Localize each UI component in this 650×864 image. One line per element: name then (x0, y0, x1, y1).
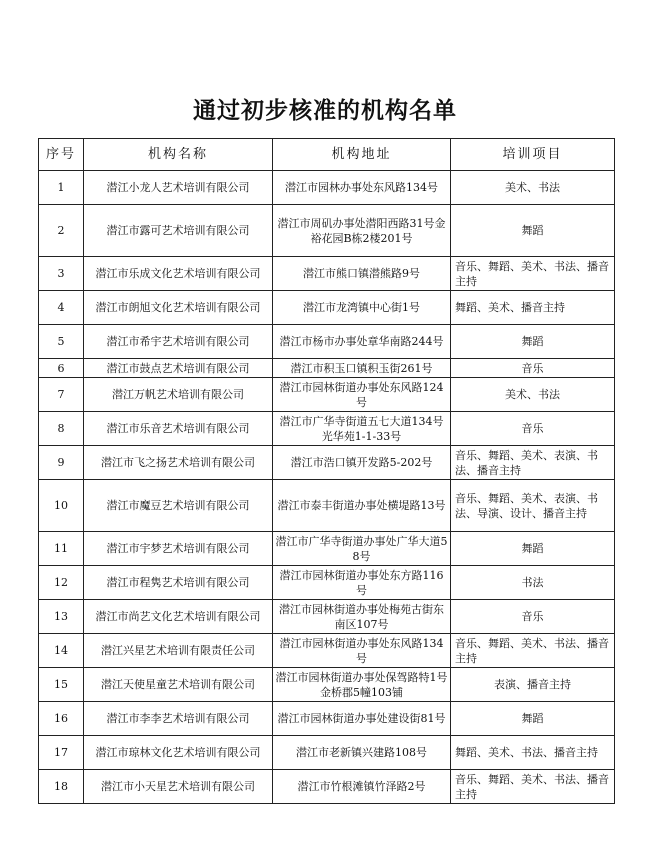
training-program: 音乐 (451, 412, 615, 446)
row-number: 11 (39, 532, 84, 566)
table-row (39, 480, 615, 532)
institution-address: 潜江市园林街道办事处保驾路特1号金桥郡5幢103铺 (273, 668, 451, 702)
training-program: 音乐 (451, 600, 615, 634)
training-program: 音乐、舞蹈、美术、表演、书法、播音主持 (451, 446, 615, 480)
training-program: 音乐、舞蹈、美术、书法、播音主持 (451, 634, 615, 668)
institution-address: 潜江市熊口镇潜熊路9号 (273, 257, 451, 291)
institution-name: 潜江市飞之扬艺术培训有限公司 (84, 446, 273, 480)
table-header-row (39, 139, 615, 171)
table-body (39, 171, 615, 804)
institution-name: 潜江市朗旭文化艺术培训有限公司 (84, 291, 273, 325)
table-row (39, 412, 615, 446)
institution-name: 潜江市李李艺术培训有限公司 (84, 702, 273, 736)
institution-address: 潜江市园林街道办事处建设街81号 (273, 702, 451, 736)
table-row (39, 770, 615, 804)
table-row (39, 171, 615, 205)
header-program: 培训项目 (451, 139, 615, 171)
header-no: 序号 (39, 139, 84, 171)
institution-address: 潜江市广华寺街道五七大道134号光华苑1-1-33号 (273, 412, 451, 446)
row-number: 14 (39, 634, 84, 668)
row-number: 5 (39, 325, 84, 359)
table-row (39, 257, 615, 291)
training-program: 美术、书法 (451, 378, 615, 412)
training-program: 舞蹈 (451, 702, 615, 736)
training-program: 音乐 (451, 359, 615, 378)
training-program: 舞蹈 (451, 205, 615, 257)
table-row (39, 668, 615, 702)
header-name: 机构名称 (84, 139, 273, 171)
table-row (39, 532, 615, 566)
institution-address: 潜江市周矶办事处潜阳西路31号金裕花园B栋2楼201号 (273, 205, 451, 257)
institution-name: 潜江市魔豆艺术培训有限公司 (84, 480, 273, 532)
institution-address: 潜江市杨市办事处章华南路244号 (273, 325, 451, 359)
row-number: 13 (39, 600, 84, 634)
institution-name: 潜江市希宇艺术培训有限公司 (84, 325, 273, 359)
institution-address: 潜江市园林街道办事处东方路116号 (273, 566, 451, 600)
institution-name: 潜江市乐音艺术培训有限公司 (84, 412, 273, 446)
table-row (39, 446, 615, 480)
row-number: 6 (39, 359, 84, 378)
institution-name: 潜江兴星艺术培训有限责任公司 (84, 634, 273, 668)
row-number: 18 (39, 770, 84, 804)
page-title: 通过初步核准的机构名单 (193, 97, 457, 124)
table-row (39, 634, 615, 668)
institution-name: 潜江市程隽艺术培训有限公司 (84, 566, 273, 600)
table-row (39, 566, 615, 600)
row-number: 9 (39, 446, 84, 480)
training-program: 舞蹈 (451, 325, 615, 359)
row-number: 17 (39, 736, 84, 770)
institution-name: 潜江市宇梦艺术培训有限公司 (84, 532, 273, 566)
institution-address: 潜江市龙湾镇中心街1号 (273, 291, 451, 325)
institution-name: 潜江市琼林文化艺术培训有限公司 (84, 736, 273, 770)
table-row (39, 325, 615, 359)
training-program: 舞蹈、美术、书法、播音主持 (451, 736, 615, 770)
table-row (39, 736, 615, 770)
training-program: 书法 (451, 566, 615, 600)
training-program: 美术、书法 (451, 171, 615, 205)
institution-name: 潜江天使星童艺术培训有限公司 (84, 668, 273, 702)
table-row (39, 359, 615, 378)
row-number: 4 (39, 291, 84, 325)
training-program: 音乐、舞蹈、美术、表演、书法、导演、设计、播音主持 (451, 480, 615, 532)
institution-address: 潜江市园林街道办事处梅苑古街东南区107号 (273, 600, 451, 634)
institution-name: 潜江市鼓点艺术培训有限公司 (84, 359, 273, 378)
institution-address: 潜江市园林街道办事处东风路124号 (273, 378, 451, 412)
institution-name: 潜江市尚艺文化艺术培训有限公司 (84, 600, 273, 634)
table-row (39, 600, 615, 634)
row-number: 12 (39, 566, 84, 600)
row-number: 16 (39, 702, 84, 736)
institution-address: 潜江市竹根滩镇竹泽路2号 (273, 770, 451, 804)
institution-address: 潜江市广华寺街道办事处广华大道58号 (273, 532, 451, 566)
institution-name: 潜江市乐成文化艺术培训有限公司 (84, 257, 273, 291)
institution-address: 潜江市积玉口镇积玉街261号 (273, 359, 451, 378)
institution-address: 潜江市泰丰街道办事处横堤路13号 (273, 480, 451, 532)
row-number: 1 (39, 171, 84, 205)
institution-name: 潜江万帆艺术培训有限公司 (84, 378, 273, 412)
row-number: 2 (39, 205, 84, 257)
training-program: 音乐、舞蹈、美术、书法、播音主持 (451, 770, 615, 804)
table-row (39, 291, 615, 325)
row-number: 3 (39, 257, 84, 291)
training-program: 表演、播音主持 (451, 668, 615, 702)
training-program: 音乐、舞蹈、美术、书法、播音主持 (451, 257, 615, 291)
row-number: 10 (39, 480, 84, 532)
training-program: 舞蹈 (451, 532, 615, 566)
header-address: 机构地址 (273, 139, 451, 171)
institution-address: 潜江市老新镇兴建路108号 (273, 736, 451, 770)
institution-name: 潜江市小天星艺术培训有限公司 (84, 770, 273, 804)
row-number: 15 (39, 668, 84, 702)
row-number: 8 (39, 412, 84, 446)
institution-name: 潜江小龙人艺术培训有限公司 (84, 171, 273, 205)
training-program: 舞蹈、美术、播音主持 (451, 291, 615, 325)
row-number: 7 (39, 378, 84, 412)
institution-table (38, 138, 615, 804)
table-row (39, 378, 615, 412)
table-row (39, 702, 615, 736)
institution-name: 潜江市露可艺术培训有限公司 (84, 205, 273, 257)
table-row (39, 205, 615, 257)
institution-address: 潜江市园林街道办事处东风路134号 (273, 634, 451, 668)
institution-address: 潜江市园林办事处东风路134号 (273, 171, 451, 205)
institution-address: 潜江市浩口镇开发路5-202号 (273, 446, 451, 480)
